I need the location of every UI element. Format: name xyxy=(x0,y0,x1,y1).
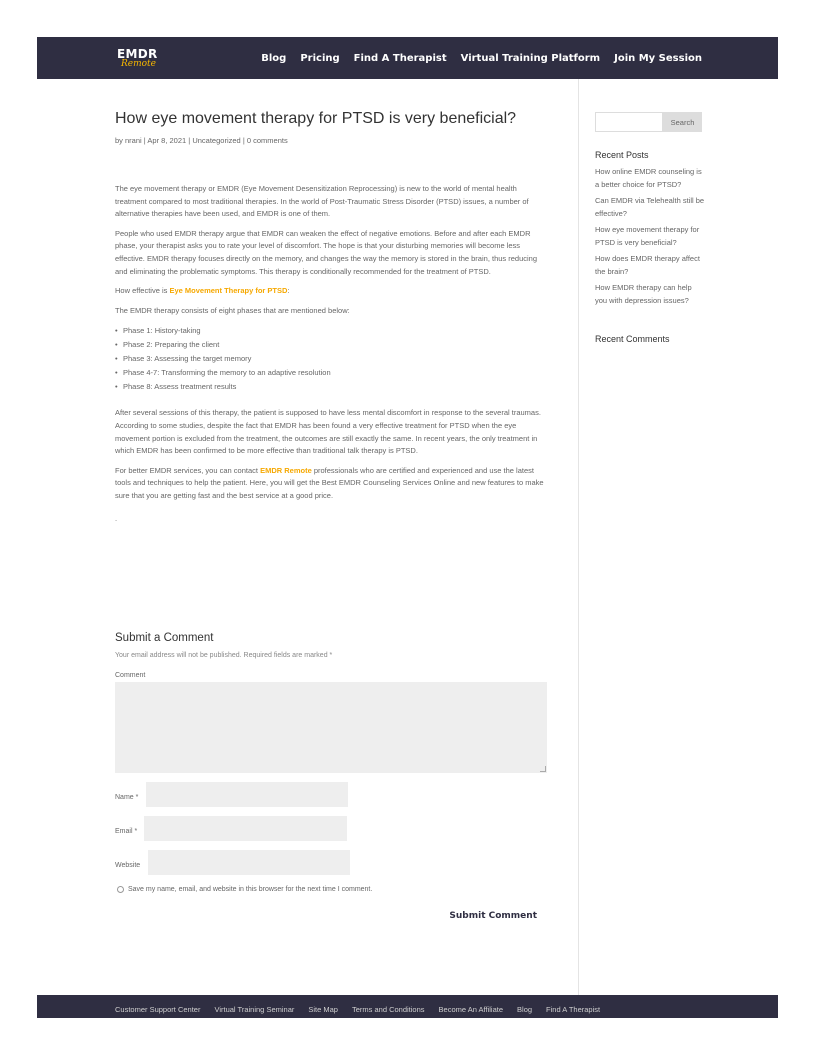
list-item: • Phase 1: History-taking xyxy=(123,324,547,338)
meta-author-link[interactable]: nrani xyxy=(125,136,142,145)
comment-textarea[interactable] xyxy=(115,682,547,773)
logo-text: EMDR xyxy=(117,47,158,61)
meta-date: Apr 8, 2021 xyxy=(147,136,187,145)
paragraph xyxy=(115,465,547,503)
comment-form-title: Submit a Comment xyxy=(115,632,214,644)
eye-movement-therapy-link[interactable]: Eye Movement Therapy for PTSD xyxy=(169,286,288,296)
nav-join-my-session[interactable]: Join My Session xyxy=(614,52,702,64)
meta-by: by xyxy=(115,136,123,145)
list-item: • Phase 2: Preparing the client xyxy=(123,338,547,352)
meta-separator: | xyxy=(242,136,245,145)
footer-link-terms[interactable]: Terms and Conditions xyxy=(351,1004,425,1014)
paragraph: People who used EMDR therapy argue that EMDR can weaken the effect of negative emotions. Before and after each EMDR phase, your therapist asks you to rate your level of discomfort. The hope is that your disturbing memories will become less effective. EMDR therapy focuses directly on the memory, and changes the way the memory is stored in the brain, thus reducing and eliminating the problematic symptoms. This therapy is conditionally recommended for the treatment of PTSD. xyxy=(115,228,538,276)
nav-blog[interactable]: Blog xyxy=(261,52,287,64)
meta-separator: | xyxy=(188,136,191,145)
paragraph: The EMDR therapy consists of eight phases that are mentioned below: xyxy=(115,305,350,315)
footer-nav xyxy=(115,995,600,1018)
paragraph-text: For better EMDR services, you can contact xyxy=(115,465,261,475)
post-meta xyxy=(115,136,288,145)
emdr-remote-link[interactable]: EMDR Remote xyxy=(260,465,312,475)
list-item: • Phase 4-7: Transforming the memory to an adaptive resolution xyxy=(123,366,547,380)
site-header xyxy=(37,37,778,79)
post-title: How eye movement therapy for PTSD is very beneficial? xyxy=(115,110,517,127)
website-label: Website xyxy=(115,862,141,869)
comment-notes: Your email address will not be published. Required fields are marked * xyxy=(115,652,333,659)
recent-posts-list xyxy=(595,166,705,311)
recent-comments-title: Recent Comments xyxy=(595,334,670,344)
website-field[interactable] xyxy=(148,850,350,875)
footer-link-blog[interactable]: Blog xyxy=(517,1004,533,1014)
phase-list xyxy=(115,324,547,394)
page-frame xyxy=(37,37,778,1018)
resize-handle-icon[interactable] xyxy=(540,766,546,772)
site-logo[interactable] xyxy=(117,48,161,70)
paragraph-text: : xyxy=(287,286,290,296)
recent-post-link[interactable]: How online EMDR counseling is a better choice for PTSD? xyxy=(595,167,702,189)
recent-post-link[interactable]: Can EMDR via Telehealth still be effective? xyxy=(595,196,705,218)
meta-separator: | xyxy=(143,136,146,145)
recent-posts-title: Recent Posts xyxy=(595,150,649,160)
meta-category-link[interactable]: Uncategorized xyxy=(192,136,241,145)
nav-pricing[interactable]: Pricing xyxy=(300,52,340,64)
email-label: Email * xyxy=(115,828,138,835)
footer-link-virtual-training-seminar[interactable]: Virtual Training Seminar xyxy=(214,1004,295,1014)
email-field[interactable] xyxy=(144,816,347,841)
paragraph: . xyxy=(115,513,118,523)
nav-find-a-therapist[interactable]: Find A Therapist xyxy=(353,52,447,64)
meta-comments-link[interactable]: 0 comments xyxy=(246,136,288,145)
footer-link-site-map[interactable]: Site Map xyxy=(308,1004,338,1014)
paragraph-text: How effective is xyxy=(115,286,170,296)
footer-link-find-therapist[interactable]: Find A Therapist xyxy=(546,1004,601,1014)
name-field[interactable] xyxy=(146,782,348,807)
save-info-label: Save my name, email, and website in this browser for the next time I comment. xyxy=(128,886,373,893)
paragraph: The eye movement therapy or EMDR (Eye Movement Desensitization Reprocessing) is new to the world of mental health treatment compared to most traditional therapies. In the world of Post-Traumatic Stress Disorder (PTSD) issues, a number of alternative therapies have been used, and EMDR is one of them. xyxy=(115,184,529,219)
search-input[interactable] xyxy=(595,112,663,132)
search-button[interactable]: Search xyxy=(663,112,702,132)
footer-link-customer-support[interactable]: Customer Support Center xyxy=(115,1004,201,1014)
recent-post-link[interactable]: How EMDR therapy can help you with depression issues? xyxy=(595,283,692,305)
site-footer xyxy=(37,995,778,1018)
footer-link-affiliate[interactable]: Become An Affiliate xyxy=(438,1004,504,1014)
sidebar-divider xyxy=(578,79,579,995)
list-item: • Phase 8: Assess treatment results xyxy=(123,380,547,394)
recent-post-link[interactable]: How eye movement therapy for PTSD is very beneficial? xyxy=(595,225,700,247)
save-info-checkbox[interactable] xyxy=(117,886,124,893)
paragraph xyxy=(115,285,547,298)
logo-subtext: Remote xyxy=(121,59,156,69)
recent-post-link[interactable]: How does EMDR therapy affect the brain? xyxy=(595,254,700,276)
nav-virtual-training-platform[interactable]: Virtual Training Platform xyxy=(460,52,601,64)
main-nav xyxy=(261,37,702,79)
comment-label: Comment xyxy=(115,672,146,679)
submit-comment-button[interactable]: Submit Comment xyxy=(449,911,537,921)
paragraph: After several sessions of this therapy, the patient is supposed to have less mental discomfort in response to the several traumas. According to some studies, despite the fact that EMDR has been found a very effective treatment for PTSD when the eye movement portion is excluded from the treatment, the outcomes are still exactly the same. In recent years, the only treatment in which EMDR has been confirmed to be more effective than traditional talk therapy is PTSD. xyxy=(115,408,541,456)
paragraph-text: professionals who are certified and experienced and use the latest tools and techniques to help the patient. Here, you will get the Best EMDR Counseling Services Online and new features to make sure that you are getting fast and the best service at a good price. xyxy=(115,465,544,500)
post-content xyxy=(115,183,547,532)
name-label: Name * xyxy=(115,794,139,801)
list-item: • Phase 3: Assessing the target memory xyxy=(123,352,547,366)
